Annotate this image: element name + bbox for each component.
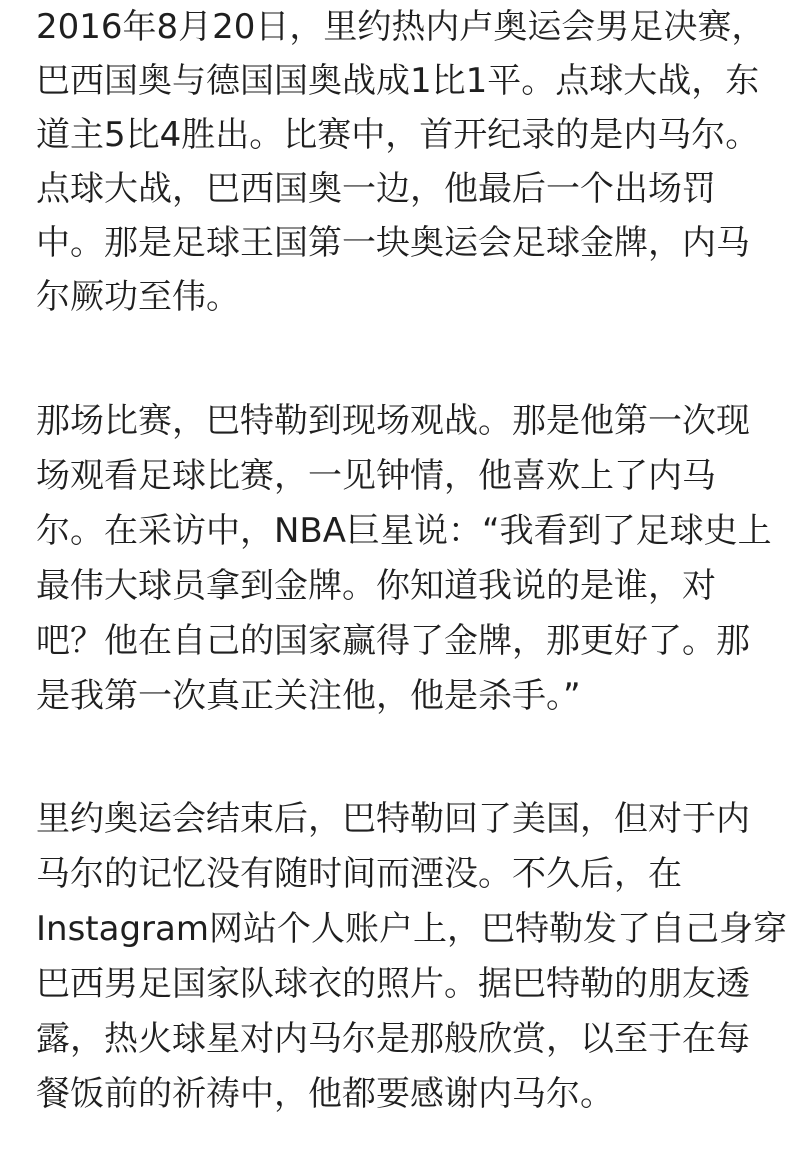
text-line: 吧？他在自己的国家赢得了金牌，那更好了。那 [36, 621, 750, 661]
text-line: 巴西男足国家队球衣的照片。据巴特勒的朋友透 [36, 964, 750, 1004]
text-line: 中。那是足球王国第一块奥运会足球金牌，内马 [36, 223, 750, 263]
text-line: 2016年8月20日，里约热内卢奥运会男足决赛， [36, 7, 766, 47]
text-line: 露，热火球星对内马尔是那般欣赏，以至于在每 [36, 1019, 750, 1059]
text-line: 餐饭前的祈祷中，他都要感谢内马尔。 [36, 1074, 614, 1114]
paragraph-3 [36, 792, 787, 1122]
paragraph-1 [36, 0, 765, 324]
text-line: 点球大战，巴西国奥一边，他最后一个出场罚 [36, 169, 716, 209]
text-line: Instagram网站个人账户上，巴特勒发了自己身穿 [36, 909, 787, 949]
paragraph-2 [36, 394, 772, 724]
text-line: 场观看足球比赛，一见钟情，他喜欢上了内马 [36, 456, 716, 496]
text-line: 尔。在采访中，NBA巨星说：“我看到了足球史上 [36, 511, 772, 551]
text-line: 道主5比4胜出。比赛中，首开纪录的是内马尔。 [36, 115, 760, 155]
text-line: 最伟大球员拿到金牌。你知道我说的是谁，对 [36, 566, 716, 606]
text-line: 马尔的记忆没有随时间而湮没。不久后，在 [36, 854, 682, 894]
text-line: 是我第一次真正关注他，他是杀手。” [36, 676, 581, 716]
text-line: 尔厥功至伟。 [36, 277, 240, 317]
text-line: 里约奥运会结束后，巴特勒回了美国，但对于内 [36, 799, 750, 839]
text-line: 巴西国奥与德国国奥战成1比1平。点球大战，东 [36, 61, 760, 101]
text-line: 那场比赛，巴特勒到现场观战。那是他第一次现 [36, 401, 750, 441]
